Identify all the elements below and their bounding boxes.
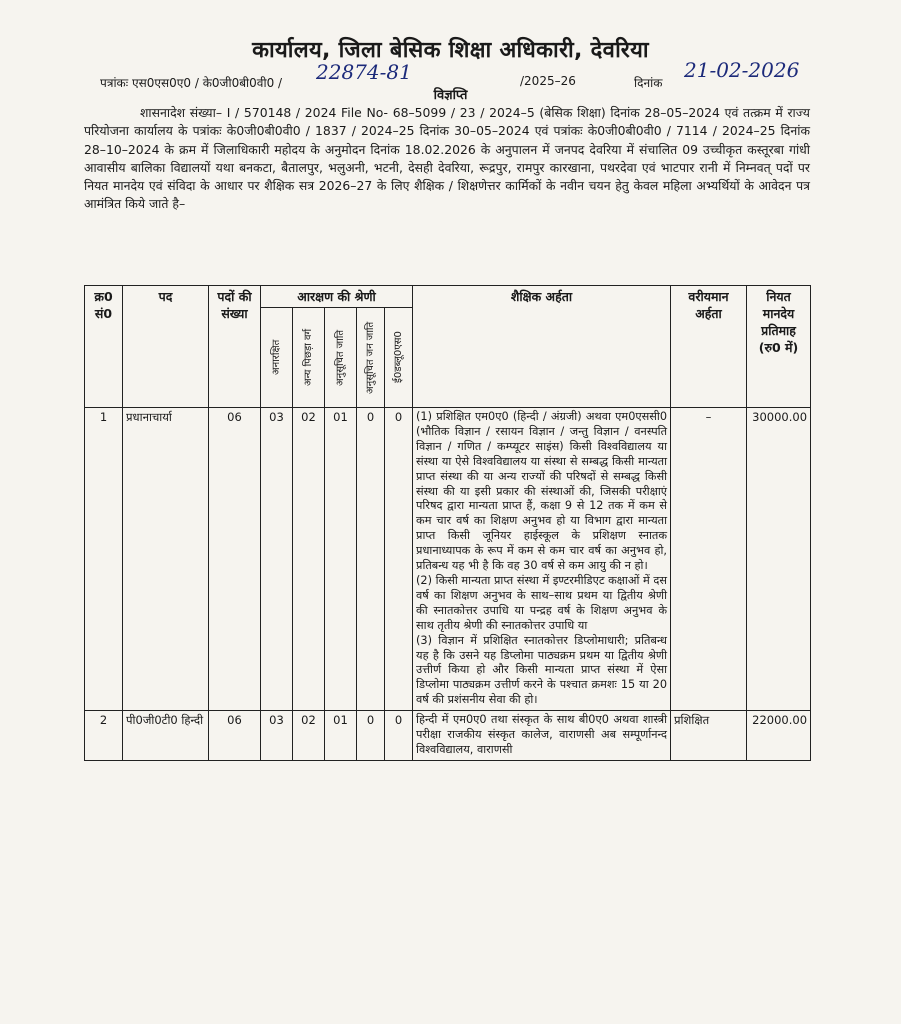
notice-title: विज्ञप्ति [433, 88, 468, 103]
intro-paragraph [84, 104, 810, 214]
session-text: /2025–26 [520, 74, 576, 88]
row-post: प्रधानाचार्या [123, 408, 209, 711]
row-serial: 1 [85, 408, 123, 711]
header-serial: क्र0 सं0 [85, 286, 123, 408]
header-st: अनुसूचित जन जाति [364, 321, 376, 394]
header-sc: अनुसूचित जाति [334, 329, 346, 386]
row-preferential: प्रशिक्षित [671, 711, 747, 761]
letter-number-prefix: पत्रांकः एस0एस0ए0 / के0जी0बी0वी0 / [100, 76, 283, 90]
vacancy-table [84, 285, 811, 761]
row-serial: 2 [85, 711, 123, 761]
row-obc: 02 [293, 408, 325, 711]
header-post: पद [123, 286, 209, 408]
row-qualification [413, 711, 671, 761]
row-st: 0 [357, 408, 385, 711]
header-obc: अन्य पिछड़ा वर्ग [302, 328, 314, 387]
row-ews: 0 [385, 711, 413, 761]
row-sc: 01 [325, 711, 357, 761]
row-preferential: – [671, 408, 747, 711]
table-row [85, 408, 811, 711]
header-ews: ई0डब्लू0एस0 [392, 331, 404, 384]
intro-paragraph-text: शासनादेश संख्या– I / 570148 / 2024 File No- 68–5099 / 23 / 2024–5 (बेसिक शिक्षा) दिनांक 28–05–2024 एवं तत्क्रम में राज्य परियोजना कार्यालय के पत्रांकः के0जी0बी0वी0 / 1837 / 2024–25 दिनांक 30–05–2024 एवं पत्रांकः के0जी0बी0वी0 / 7114 / 2024–25 दिनांक 28–10–2024 के क्रम में जिलाधिकारी महोदय के अनुमोदन दिनांक 18.02.2026 के अनुपालन में जनपद देवरिया में संचालित 09 उच्चीकृत कस्तूरबा गांधी आवासीय बालिका विद्यालयों यथा बनकटा, बैतालपुर, भलुअनी, भटनी, देसही देवरिया, रूद्रपुर, रामपुर कारखाना, पथरदेवा एवं भाटपार रानी में निम्नवत् पदों पर नियत मानदेय एवं संविदा के आधार पर शैक्षिक सत्र 2026–27 के लिए शैक्षिक / शिक्षणेत्तर कार्मिकों के नवीन चयन हेतु केवल महिला अभ्यर्थियों के आवेदन पत्र आमंत्रित किये जाते है– [84, 105, 810, 212]
qualification-clause: (2) किसी मान्यता प्राप्त संस्था में इण्टरमीडिएट कक्षाओं में दस वर्ष का शिक्षण अनुभव के साथ–साथ प्रथम या द्वितीय श्रेणी की स्नातकोत्तर उपाधि या पन्द्रह वर्ष के शिक्षण अनुभव के साथ तृतीय श्रेणी की स्नातकोत्तर उपाधि या [416, 573, 668, 632]
header-reservation: आरक्षण की श्रेणी [261, 286, 413, 308]
qualification-clause: हिन्दी में एम0ए0 तथा संस्कृत के साथ बी0ए0 अथवा शास्त्री परीक्षा राजकीय संस्कृत कालेज, वाराणसी अब सम्पूर्णानन्द विश्वविद्यालय, वाराणसी [416, 713, 668, 756]
header-qualification: शैक्षिक अर्हता [413, 286, 671, 408]
row-unreserved: 03 [261, 408, 293, 711]
row-honorarium: 30000.00 [747, 408, 811, 711]
header-honorarium: नियत मानदेय प्रतिमाह (रु0 में) [747, 286, 811, 408]
row-ews: 0 [385, 408, 413, 711]
qualification-clause: (3) विज्ञान में प्रशिक्षित स्नातकोत्तर डिप्लोमाधारी; प्रतिबन्ध यह है कि उसने यह डिप्लोमा पाठ्यक्रम प्रथम या द्वितीय श्रेणी उत्तीर्ण किया हो और किसी मान्यता प्राप्त संस्था में ऐसा डिप्लोमा पाठ्यक्रम उत्तीर्ण करने के पश्चात क्रमशः 15 या 20 वर्ष की प्रशंसनीय सेवा की हो। [416, 633, 668, 707]
handwritten-date: 21-02-2026 [684, 58, 800, 82]
header-unreserved: अनारक्षित [270, 339, 282, 376]
row-obc: 02 [293, 711, 325, 761]
row-post: पी0जी0टी0 हिन्दी [123, 711, 209, 761]
office-title: कार्यालय, जिला बेसिक शिक्षा अधिकारी, देवरिया [252, 38, 649, 63]
qualification-clause: (1) प्रशिक्षित एम0ए0 (हिन्दी / अंग्रजी) अथवा एम0एससी0 (भौतिक विज्ञान / रसायन विज्ञान / जन्तु विज्ञान / वनस्पति विज्ञान / गणित / कम्प्यूटर साइंस) किसी विश्वविद्यालय या संस्था या ऐसे विश्वविद्यालय या संस्था से सम्बद्ध किसी मान्यता प्राप्त संस्था की या अन्य राज्यों की परिषदों से सम्बद्ध किसी संस्था की या इसी प्रकार की संस्थाओं की, जिसकी परीक्षाएं परिषद द्वारा मान्यता प्राप्त हैं, कक्षा 9 से 12 तक में कम से कम चार वर्ष का शिक्षण अनुभव हो या विभाग द्वारा मान्यता प्राप्त किसी जूनियर हाईस्कूल के प्रशिक्षण स्नातक प्रधानाध्यापक के रूप में कम से कम चार वर्ष का अनुभव हो, प्रतिबन्ध यह भी है कि वह 30 वर्ष से कम आयु की न हो। [416, 410, 668, 573]
row-count: 06 [209, 408, 261, 711]
row-st: 0 [357, 711, 385, 761]
row-qualification [413, 408, 671, 711]
handwritten-letter-number: 22874-81 [316, 60, 412, 84]
row-count: 06 [209, 711, 261, 761]
row-honorarium: 22000.00 [747, 711, 811, 761]
date-label: दिनांक [634, 76, 663, 90]
table-row [85, 711, 811, 761]
row-sc: 01 [325, 408, 357, 711]
header-row [85, 286, 811, 308]
row-unreserved: 03 [261, 711, 293, 761]
header-count: पदों की संख्या [209, 286, 261, 408]
header-preferential: वरीयमान अर्हता [671, 286, 747, 408]
